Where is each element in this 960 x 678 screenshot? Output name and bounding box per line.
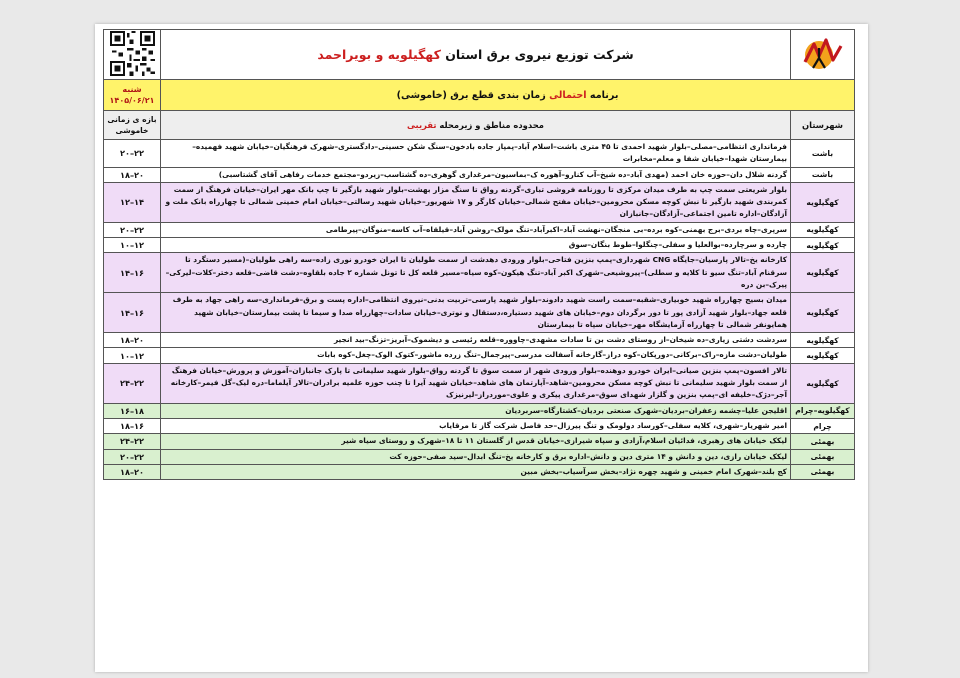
- table-row: [104, 293, 855, 333]
- table-row: [104, 403, 855, 418]
- table-row: [104, 253, 855, 293]
- date-badge: [104, 80, 161, 111]
- city-cell: باشت: [791, 140, 855, 168]
- areas-cell: چارده و سرچارده–بوالعلیا و سفلی–چنگلوا–طوط بنگان–سوق: [161, 238, 791, 253]
- qr-code-icon: [104, 30, 161, 80]
- time-cell: ۲۰–۱۸: [104, 464, 161, 479]
- time-cell: ۲۰–۱۸: [104, 167, 161, 182]
- city-cell: کهگیلویه: [791, 348, 855, 363]
- areas-cell: فرمانداری انتظامی–مصلی–بلوار شهید احمدی تا ۴۵ متری باشت–اسلام آباد–پمپاز جاده بادخون–سنگ شکن حسینی–دادگستری–شهرک فرهنگیان–خیابان شهید فهمیده–بیمارستان شهدا–خیابان شفا و معلم–مخابرات: [161, 140, 791, 168]
- areas-cell: میدان بسیج چهارراه شهید خوبیاری–شقبه–سمت راست شهید دادوند–بلوار شهید پارسی–تربیت بدنی–نیروی انتظامی–اداره پست و برق–فرمانداری–سه راهی جهاد به طرف قلعه جهاد–بلوار شهید آزادی پور تا دور برگردان دوم–خیابان های شهید دستیاره،دستقال و نوتری–خیابان سادات–چهارراه صدا و سیما تا پشت بیمارستان–خیابان شهید همایونفر شمالی تا چهارراه آزمایشگاه مهر–خیابان سپاه تا بیمارستان: [161, 293, 791, 333]
- time-cell: ۱۶–۱۴: [104, 293, 161, 333]
- city-cell: باشت: [791, 167, 855, 182]
- time-cell: ۱۲–۱۰: [104, 348, 161, 363]
- table-row: [104, 418, 855, 433]
- city-cell: کهگیلویه: [791, 238, 855, 253]
- table-row: [104, 182, 855, 222]
- city-cell: کهگیلویه–چرام: [791, 403, 855, 418]
- city-cell: کهگیلویه: [791, 182, 855, 222]
- city-cell: کهگیلویه: [791, 333, 855, 348]
- table-row: [104, 333, 855, 348]
- areas-cell: سرپری–چاه بردی–برج بهمنی–کوه برده–بی منجگان–نهشت آباد–اکبرآباد–تنگ مولک–روشن آباد–قیلقاه–آب کاسه–منوگان–پیرطامی: [161, 222, 791, 237]
- table-row: [104, 140, 855, 168]
- city-cell: بهمئی: [791, 434, 855, 449]
- time-cell: ۱۴–۱۲: [104, 182, 161, 222]
- table-row: [104, 167, 855, 182]
- time-cell: ۱۶–۱۴: [104, 253, 161, 293]
- table-row: [104, 348, 855, 363]
- areas-cell: سردشت دشتی زیاری–ده شیخان–از روستای دشت بن تا سادات مشهدی–چاووره–قلعه رئیسی و دیشموک–آبریز–تزنگ–بید انجیر: [161, 333, 791, 348]
- areas-cell: لیکک خیابان های رهبری، فدائیان اسلام،آزادی و سپاه شیرازی–خیابان قدس از گلستان ۱۱ تا ۱۸–شهرک و روستای سیاه شیر: [161, 434, 791, 449]
- company-title: شرکت توزیع نیروی برق استان کهگیلویه و بویراحمد: [161, 30, 791, 80]
- time-cell: ۱۶–۱۸: [104, 418, 161, 433]
- city-cell: بهمئی: [791, 464, 855, 479]
- time-cell: ۲۰–۱۸: [104, 333, 161, 348]
- city-cell: چرام: [791, 418, 855, 433]
- program-title: برنامه احتمالی زمان بندی قطع برق (خاموشی): [161, 80, 855, 111]
- city-cell: کهگیلویه: [791, 253, 855, 293]
- table-row: [104, 449, 855, 464]
- time-cell: ۱۲–۱۰: [104, 238, 161, 253]
- areas-cell: لیکک خیابان رازی، دین و دانش و ۱۴ متری دین و دانش–اداره برق و کارخانه یخ–تنگ ابدال–سید صفی–حوزه کت: [161, 449, 791, 464]
- header-row: [104, 30, 855, 80]
- areas-cell: گردنه شلال دان–حوزه خان احمد (مهدی آباد–ده شیخ–آب کنارو–آهوره ک–بماسیون–مرغداری گوهری–ده گشتاسب–زیردو–مجتمع خدمات رفاهی آقای گشتاسبی): [161, 167, 791, 182]
- city-cell: بهمئی: [791, 449, 855, 464]
- time-cell: ۲۲–۲۴: [104, 434, 161, 449]
- time-cell: ۲۲–۲۰: [104, 222, 161, 237]
- day-label: شنبه: [122, 85, 142, 94]
- city-cell: کهگیلویه: [791, 363, 855, 403]
- areas-cell: امیر شهریار–شهری، کلایه سفلی–کورساد دولومک و تنگ پیرزال–حد فاصل شرکت گاز تا مرقایاب: [161, 418, 791, 433]
- areas-cell: طولیان–دشت مازه–راک–برکانی–دورپکان–کوه دراز–گارخانه آسفالت مدرسی–پیرجمال–تنگ زرده ماشور–کتوک الوک–چغل–کوه بابات: [161, 348, 791, 363]
- table-row: [104, 222, 855, 237]
- column-header-row: [104, 111, 855, 140]
- time-cell: ۲۲–۲۴: [104, 363, 161, 403]
- areas-cell: بلوار شریعتی سمت چپ به طرف میدان مرکزی تا روزنامه فروشی تباری–گردنه رواق تا سنگ مزار بهشت–بلوار شهید بازگیر تا چپ بانک مهر ایران–خیابان فرهنگ از سمت کمربندی شهید بازگیر تا نبش کوچه مسکن محرومین–خیابان مفتح شمالی–خیابان کارگر و ۱۷ شهریور–خیابان شهید رسالتی–خیابان امام خمینی شمالی تا چهارراه بانک ملت و آزادگان–اداره تامین اجتماعی–آزادگان–جانبازان: [161, 182, 791, 222]
- blackout-schedule-table: [103, 29, 855, 480]
- program-row: [104, 80, 855, 111]
- areas-cell: کج بلند–شهرک امام خمینی و شهید چهره نژاد–بخش سرآسیاب–بخش مبین: [161, 464, 791, 479]
- col-city-header: شهرستان: [791, 111, 855, 140]
- col-areas-header: محدوده مناطق و زیرمحله تقریبی: [161, 111, 791, 140]
- table-row: [104, 238, 855, 253]
- date-label: ۱۴۰۵/۰۶/۲۱: [109, 96, 155, 105]
- city-cell: کهگیلویه: [791, 293, 855, 333]
- company-logo: [791, 30, 855, 80]
- schedule-sheet: [95, 24, 868, 672]
- areas-cell: کارخانه یخ–تالار پارسیان–جایگاه CNG شهرداری–پمپ بنزین فتاحی–بلوار ورودی دهدشت از سمت طولیان تا ایران خودرو نوری زاده–سه راهی طولیان–(مسیر دستگرد تا سرقنام آباد–تنگ سیو تا کلایه و سطلی)–پیروشیعی–شهرک اکبر آباد–تنگ هیکون–کوه سیاه–مسیر قلعه کل تا تونل شماره ۲ جاده بلقاوه–دشت قاضی–قلعه دختر–کلات–لیرکی–پیرک–بن دره: [161, 253, 791, 293]
- areas-cell: اقلیجن علیا–چشمه زعفران–بردیان–شهرک صنعتی بردیان–کشتارگاه–سربردیان: [161, 403, 791, 418]
- time-cell: ۲۲–۲۰: [104, 140, 161, 168]
- table-row: [104, 464, 855, 479]
- table-row: [104, 434, 855, 449]
- time-cell: ۱۸–۱۶: [104, 403, 161, 418]
- city-cell: کهگیلویه: [791, 222, 855, 237]
- time-cell: ۲۲–۲۰: [104, 449, 161, 464]
- areas-cell: تالار افسون–پمپ بنزین صیانی–ایران خودرو دوهنده–بلوار ورودی شهر از سمت سوق تا گردنه رواق–بلوار شهید سلیمانی تا پارک جانبازان–آموزش و پرورش–خیابان فرهنگ از سمت بلوار شهید سلیمانی تا نبش کوچه مسکن محرومین–شاهد–آپارتمان های شاهد–خیابان شهید آیرا تا چنب حوزه علمیه برادران–تالار آیلماما–دره لیک–گل فیمر–کارخانه آجر–دژک–خلیفه ای–پمپ بنزین و گلزار شهدای سوق–مرغداری پیکری و علوی–موردراز–لیرنیزک: [161, 363, 791, 403]
- table-row: [104, 363, 855, 403]
- col-time-header: بازه ی زمانی خاموشی: [104, 111, 161, 140]
